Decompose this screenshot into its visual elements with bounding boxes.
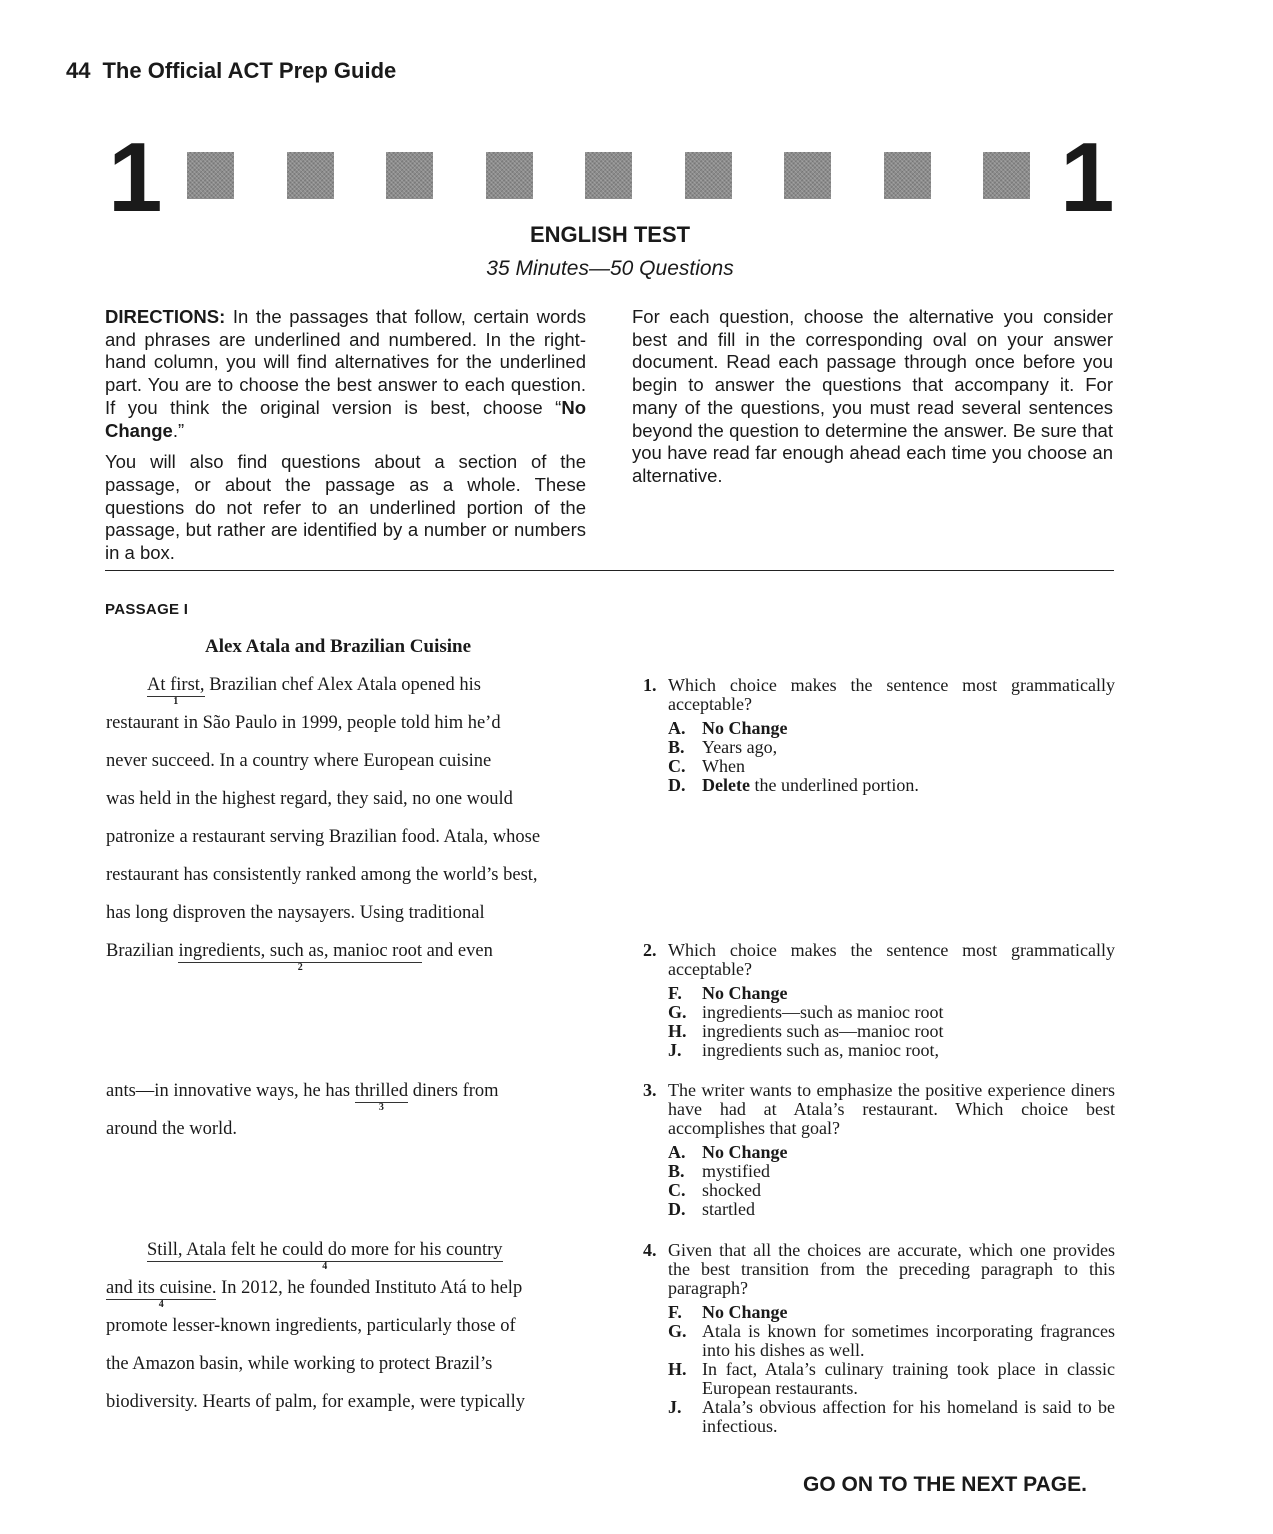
answer-option[interactable]: D. startled	[668, 1199, 755, 1219]
question-4: 4. Given that all the choices are accurate, which one provides the best transition from the preceding paragraph to this paragraph? F. No Change G. Atala is known for sometimes incorporating fragrances into his dishes as well. H. In fact, Atala’s culinary training took place in classic European restaurants. J. Atala’s obvious affection for his homeland is said to be infectious.	[643, 1240, 1115, 1436]
passage-line: was held in the highest regard, they said, no one would	[106, 789, 513, 809]
answer-option[interactable]: C. When	[668, 756, 745, 776]
answer-option[interactable]: G. Atala is known for sometimes incorporating fragrances into his dishes as well.	[668, 1321, 1115, 1360]
section-number-left: 1	[108, 122, 161, 232]
test-title: ENGLISH TEST	[529, 222, 691, 247]
passage-title: Alex Atala and Brazilian Cuisine	[205, 636, 472, 657]
section-number-right: 1	[1060, 122, 1113, 232]
answer-option[interactable]: A. No Change	[668, 718, 788, 738]
question-ref-number: 3	[378, 1102, 384, 1113]
passage-label: PASSAGE I	[105, 601, 189, 618]
answer-option[interactable]: H. ingredients such as—manioc root	[668, 1021, 944, 1041]
running-head	[66, 58, 396, 84]
passage-line: has long disproven the naysayers. Using traditional	[106, 903, 485, 923]
question-stem: Given that all the choices are accurate, which one provides the best transition from the preceding paragraph to this paragraph?	[668, 1240, 1115, 1298]
directions-label: DIRECTIONS:	[105, 306, 226, 327]
question-2: 2. Which choice makes the sentence most grammatically acceptable? F. No Change G. ingredients—such as manioc root H. ingredients such as—manioc root J. ingredients such as, manioc root,	[643, 940, 1115, 1060]
answer-option[interactable]: J. ingredients such as, manioc root,	[668, 1040, 939, 1060]
question-stem: Which choice makes the sentence most grammatically acceptable?	[668, 940, 1115, 979]
question-ref-number: 2	[297, 962, 303, 973]
test-subtitle: 35 Minutes—50 Questions	[486, 257, 734, 280]
directions-paragraph-2: You will also find questions about a section of the passage, or about the passage as a whole. These questions do not refer to an underlined portion of the passage, but rather are identified by a number or numbers in a box.	[105, 451, 586, 564]
underlined-portion-1: At first, 1	[147, 675, 205, 707]
page-number: 44	[66, 58, 91, 83]
banner-block	[983, 152, 1030, 199]
underlined-portion-4: Still, Atala felt he could do more for his country 4	[147, 1240, 503, 1272]
banner-block	[784, 152, 831, 199]
answer-option[interactable]: C. shocked	[668, 1180, 761, 1200]
question-stem: Which choice makes the sentence most grammatically acceptable?	[668, 675, 1115, 714]
directions-left	[105, 306, 586, 574]
directions-right	[632, 306, 1113, 497]
passage-line	[147, 1239, 503, 1272]
answer-option[interactable]: G. ingredients—such as manioc root	[668, 1002, 944, 1022]
passage-line: restaurant in São Paulo in 1999, people told him he’d	[106, 713, 501, 733]
underlined-portion-4b: and its cuisine. 4	[106, 1278, 217, 1310]
question-stem: The writer wants to emphasize the positive experience diners have had at Atala’s restaurant. Which choice best accomplishes that goal?	[668, 1080, 1115, 1138]
question-ref-number: 4	[322, 1261, 328, 1272]
underlined-portion-2: ingredients, such as, manioc root 2	[178, 941, 422, 973]
banner-block	[486, 152, 533, 199]
next-page-notice: GO ON TO THE NEXT PAGE.	[803, 1473, 1087, 1496]
question-1: 1. Which choice makes the sentence most grammatically acceptable? A. No Change B. Years ago, C. When D. Delete the underlined portion.	[643, 675, 1115, 795]
passage-line: restaurant has consistently ranked among the world’s best,	[106, 865, 538, 885]
passage-line: never succeed. In a country where European cuisine	[106, 751, 492, 771]
banner-block	[287, 152, 334, 199]
passage-line: around the world.	[106, 1119, 238, 1139]
book-title: The Official ACT Prep Guide	[102, 58, 397, 83]
banner-block	[187, 152, 234, 199]
question-ref-number: 1	[173, 696, 179, 707]
answer-option[interactable]: A. No Change	[668, 1142, 788, 1162]
banner-block	[884, 152, 931, 199]
directions-paragraph-3: For each question, choose the alternative you consider best and fill in the corresponding oval on your answer document. Read each passage through once before you begin to answer the questions that accompany it. For many of the questions, you must read several sentences beyond the question to determine the answer. Be sure that you have read far enough ahead each time you choose an alternative.	[632, 306, 1113, 486]
answer-option[interactable]: F. No Change	[668, 983, 788, 1003]
banner-block	[685, 152, 732, 199]
underlined-portion-3: thrilled 3	[354, 1081, 409, 1113]
answer-option[interactable]: D. Delete the underlined portion.	[668, 775, 919, 795]
passage-line: patronize a restaurant serving Brazilian food. Atala, whose	[106, 827, 541, 847]
question-ref-number: 4	[158, 1299, 164, 1310]
answer-option[interactable]: J. Atala’s obvious affection for his homeland is said to be infectious.	[668, 1397, 1115, 1436]
directions-paragraph-1: DIRECTIONS: In the passages that follow, certain words and phrases are underlined and numbered. In the right-hand column, you will find alternatives for the underlined part. You are to choose the best answer to each question. If you think the original version is best, choose “No Change.”	[105, 306, 586, 441]
passage-line: Brazilian ingredients, such as, manioc root 2 and even	[106, 941, 493, 973]
passage-line: ants—in innovative ways, he has thrilled 3 diners from	[106, 1081, 499, 1113]
passage-line: At first, 1 Brazilian chef Alex Atala opened his	[147, 675, 481, 707]
passage-line: biodiversity. Hearts of palm, for example, were typically	[106, 1392, 526, 1412]
banner-block	[585, 152, 632, 199]
answer-option[interactable]: F. No Change	[668, 1302, 788, 1322]
passage-line: the Amazon basin, while working to protect Brazil’s	[106, 1354, 493, 1374]
passage-line: promote lesser-known ingredients, particularly those of	[106, 1316, 516, 1336]
answer-option[interactable]: H. In fact, Atala’s culinary training took place in classic European restaurants.	[668, 1359, 1115, 1398]
answer-option[interactable]: B. Years ago,	[668, 737, 778, 757]
section-divider	[105, 570, 1114, 571]
passage-line: and its cuisine. 4 In 2012, he founded Instituto Atá to help	[106, 1278, 523, 1310]
answer-option[interactable]: B. mystified	[668, 1161, 770, 1181]
question-3: 3. The writer wants to emphasize the positive experience diners have had at Atala’s restaurant. Which choice best accomplishes that goal? A. No Change B. mystified C. shocked D. startled	[643, 1080, 1115, 1219]
banner-block	[386, 152, 433, 199]
